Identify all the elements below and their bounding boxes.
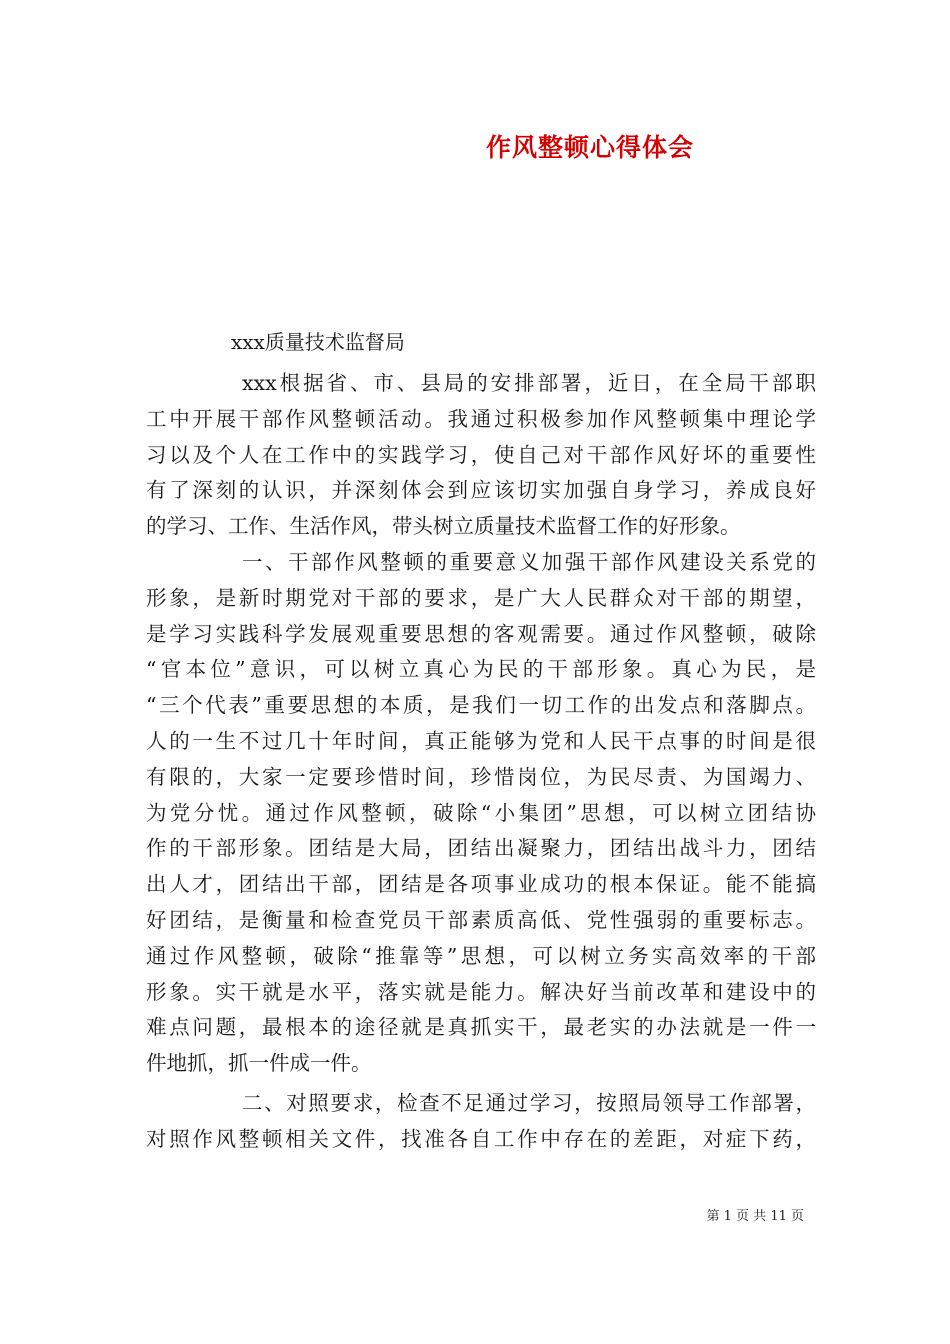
paragraph-2-line-8: 为党分忧。通过作风整顿，破除“小集团”思想，可以树立团结协 xyxy=(146,800,816,825)
paragraph-2-line-5: “三个代表”重要思想的本质，是我们一切工作的出发点和落脚点。 xyxy=(146,693,816,718)
paragraph-2-line-9: 作的干部形象。团结是大局，团结出凝聚力，团结出战斗力，团结 xyxy=(146,836,816,861)
paragraph-1-line-4: 有了深刻的认识，并深刻体会到应该切实加强自身学习，养成良好 xyxy=(146,478,816,503)
paragraph-2-line-7: 有限的，大家一定要珍惜时间，珍惜岗位，为民尽责、为国竭力、 xyxy=(146,764,816,789)
document-body xyxy=(146,366,816,1158)
paragraph-3-line-2: 对照作风整顿相关文件，找准各自工作中存在的差距，对症下药， xyxy=(146,1126,816,1151)
paragraph-2-line-10: 出人才，团结出干部，团结是各项事业成功的根本保证。能不能搞 xyxy=(146,872,816,897)
paragraph-2-line-14: 难点问题，最根本的途径就是真抓实干，最老实的办法就是一件一 xyxy=(146,1015,816,1040)
organization-name: xxx质量技术监督局 xyxy=(231,330,405,354)
paragraph-3-line-1: 二、对照要求，检查不足通过学习，按照局领导工作部署， xyxy=(242,1090,816,1115)
paragraph-2-line-6: 人的一生不过几十年时间，真正能够为党和人民干点事的时间是很 xyxy=(146,728,816,753)
paragraph-1-line-2: 工中开展干部作风整顿活动。我通过积极参加作风整顿集中理论学 xyxy=(146,406,816,431)
paragraph-2-line-4: “官本位”意识，可以树立真心为民的干部形象。真心为民，是 xyxy=(146,657,816,682)
paragraph-1-line-3: 习以及个人在工作中的实践学习，使自己对干部作风好坏的重要性 xyxy=(146,442,816,467)
paragraph-2-line-3: 是学习实践科学发展观重要思想的客观需要。通过作风整顿，破除 xyxy=(146,621,816,646)
paragraph-2-line-12: 通过作风整顿，破除“推靠等”思想，可以树立务实高效率的干部 xyxy=(146,943,816,968)
document-title: 作风整顿心得体会 xyxy=(485,133,694,162)
paragraph-2-line-15: 件地抓，抓一件成一件。 xyxy=(146,1051,372,1076)
page-number-footer: 第 1 页 共 11 页 xyxy=(706,1209,804,1224)
paragraph-2-line-2: 形象，是新时期党对干部的要求，是广大人民群众对干部的期望， xyxy=(146,585,816,610)
paragraph-2-line-1: 一、干部作风整顿的重要意义加强干部作风建设关系党的 xyxy=(242,549,816,574)
paragraph-1-line-1: xxx根据省、市、县局的安排部署，近日，在全局干部职 xyxy=(242,371,816,395)
paragraph-2-line-11: 好团结，是衡量和检查党员干部素质高低、党性强弱的重要标志。 xyxy=(146,907,816,932)
paragraph-2-line-13: 形象。实干就是水平，落实就是能力。解决好当前改革和建设中的 xyxy=(146,979,816,1004)
paragraph-1-line-5: 的学习、工作、生活作风，带头树立质量技术监督工作的好形象。 xyxy=(146,514,741,539)
